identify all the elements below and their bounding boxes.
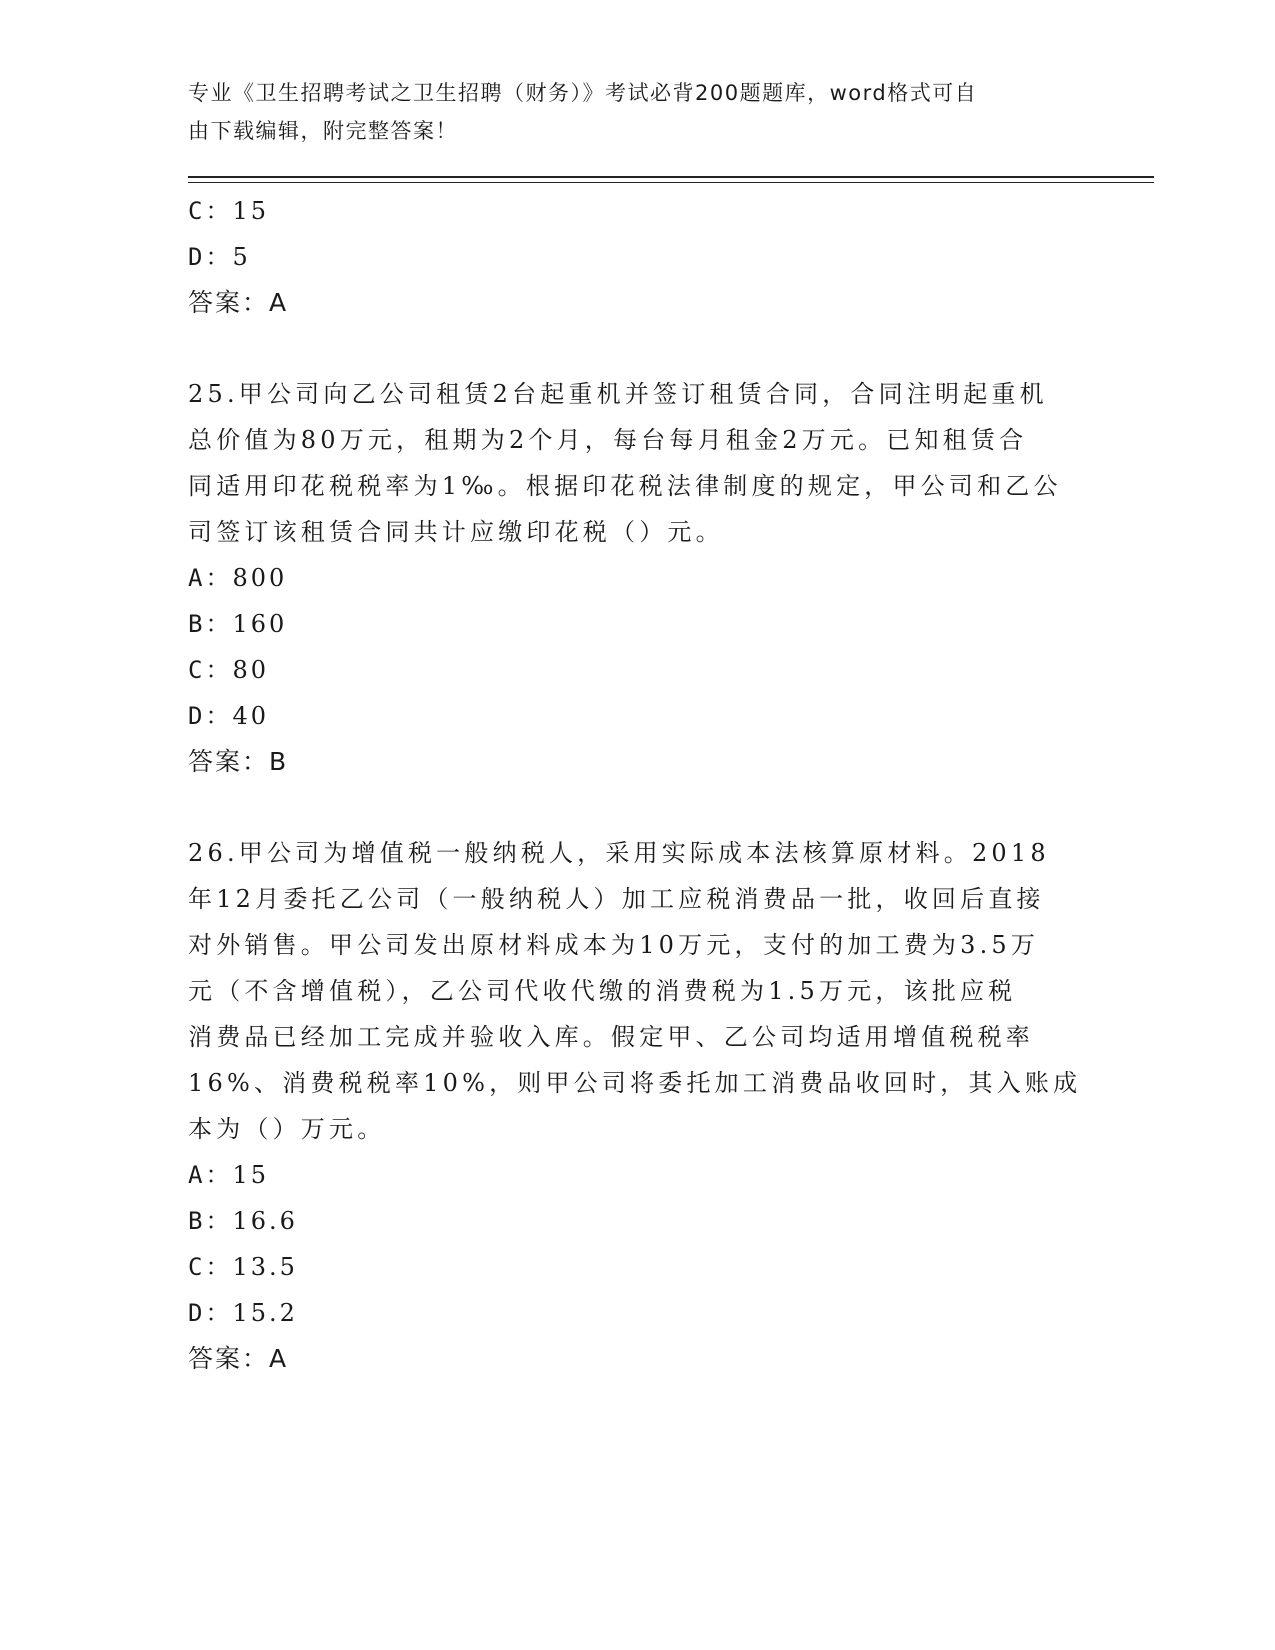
- option-value: 5: [232, 243, 251, 271]
- option-value: 13.5: [232, 1253, 298, 1281]
- question-25: [188, 371, 1088, 785]
- question-stem-line: 对外销售。甲公司发出原材料成本为10万元，支付的加工费为3.5万: [188, 931, 1040, 959]
- header-divider-thin: [188, 182, 1154, 183]
- answer-line: 答案：A: [188, 1344, 289, 1373]
- option-c: C：80: [188, 656, 269, 684]
- option-a: A：800: [188, 564, 288, 592]
- option-value: 15: [232, 197, 269, 225]
- option-b: B：160: [188, 610, 288, 638]
- prev-question-block: [188, 188, 1088, 326]
- spacer: [188, 785, 1088, 830]
- question-26: [188, 830, 1088, 1382]
- question-stem-line: 司签订该租赁合同共计应缴印花税（）元。: [188, 518, 724, 546]
- header-divider-thick: [188, 176, 1154, 178]
- option-value: 16.6: [232, 1207, 298, 1235]
- option-a: A：15: [188, 1161, 269, 1189]
- option-b: B：16.6: [188, 1207, 298, 1235]
- option-value: 160: [232, 610, 288, 638]
- option-d: D：15.2: [188, 1299, 298, 1327]
- question-stem-line: 元（不含增值税），乙公司代收代缴的消费税为1.5万元，该批应税: [188, 977, 1017, 1005]
- question-stem-line: 本为（）万元。: [188, 1115, 386, 1143]
- option-value: 15.2: [232, 1299, 298, 1327]
- document-header: [188, 74, 1068, 150]
- header-line-1: 专业《卫生招聘考试之卫生招聘（财务）》考试必背200题题库，word格式可自: [188, 81, 978, 105]
- question-stem-line: 年12月委托乙公司（一般纳税人）加工应税消费品一批，收回后直接: [188, 885, 1045, 913]
- question-stem-line: 同适用印花税税率为1‰。根据印花税法律制度的规定，甲公司和乙公: [188, 472, 1062, 500]
- option-c: C：13.5: [188, 1253, 298, 1281]
- question-stem-line: 26.甲公司为增值税一般纳税人，采用实际成本法核算原材料。2018: [188, 839, 1050, 867]
- option-value: 80: [232, 656, 269, 684]
- option-d: D：5: [188, 243, 251, 271]
- option-value: 15: [232, 1161, 269, 1189]
- option-d: D：40: [188, 702, 269, 730]
- answer-line: 答案：B: [188, 747, 289, 776]
- question-content: [188, 188, 1088, 1382]
- spacer: [188, 326, 1088, 371]
- question-stem-line: 25.甲公司向乙公司租赁2台起重机并签订租赁合同，合同注明起重机: [188, 380, 1048, 408]
- answer-line: 答案：A: [188, 288, 289, 317]
- option-value: 800: [232, 564, 288, 592]
- question-stem-line: 消费品已经加工完成并验收入库。假定甲、乙公司均适用增值税税率: [188, 1023, 1034, 1051]
- question-stem-line: 总价值为80万元，租期为2个月，每台每月租金2万元。已知租赁合: [188, 426, 1028, 454]
- question-stem-line: 16%、消费税税率10%，则甲公司将委托加工消费品收回时，其入账成: [188, 1069, 1082, 1097]
- option-value: 40: [232, 702, 269, 730]
- header-line-2: 由下载编辑，附完整答案！: [188, 119, 458, 143]
- option-c: C：15: [188, 197, 269, 225]
